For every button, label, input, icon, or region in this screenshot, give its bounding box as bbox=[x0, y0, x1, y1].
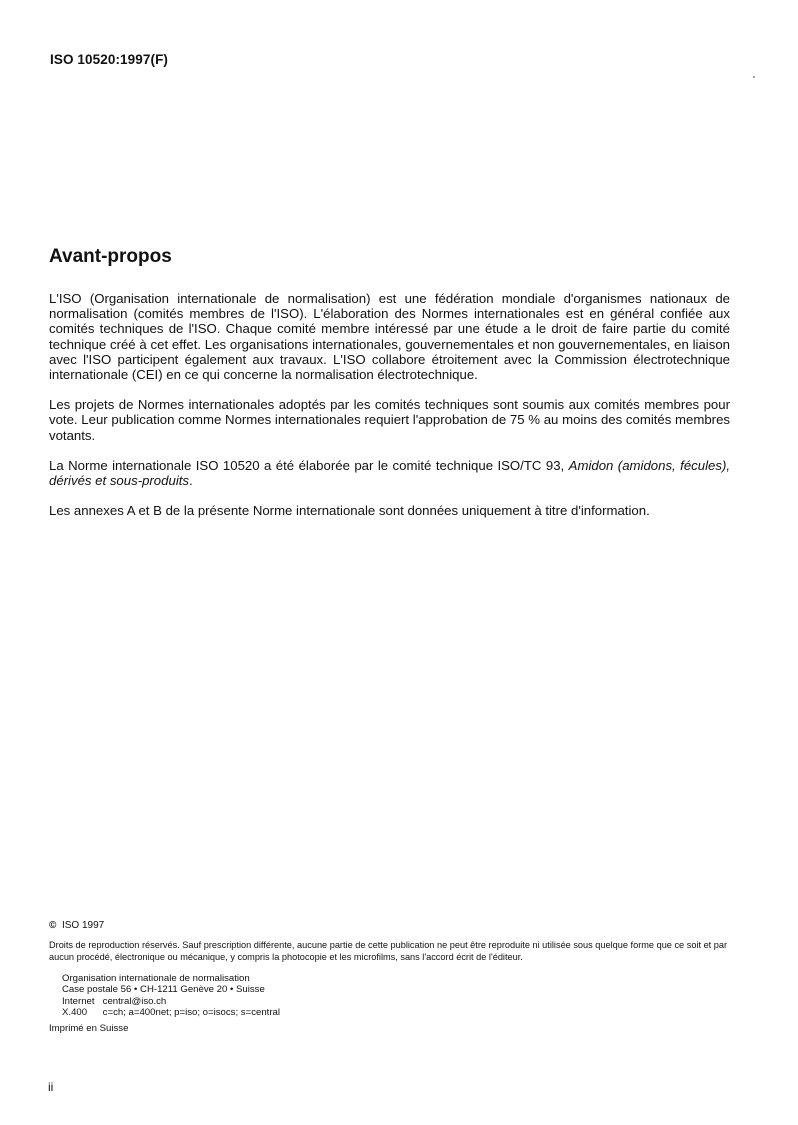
paragraph-1: L'ISO (Organisation internationale de normalisation) est une fédération mondiale d'organismes nationaux de normalisation (comités membres de l'ISO). L'élaboration des Normes internationales est en général confiée aux comités techniques de l'ISO. Chaque comité membre intéressé par une étude a le droit de faire partie du comité technique créé à cet effet. Les organisations internationales, gouvernementales et non gouvernementales, en liaison avec l'ISO participent également aux travaux. L'ISO collabore étroitement avec la Commission électrotechnique internationale (CEI) en ce qui concerne la normalisation électrotechnique. bbox=[49, 291, 730, 383]
printed-in: Imprimé en Suisse bbox=[49, 1022, 129, 1034]
copyright-icon: © bbox=[49, 920, 57, 931]
x400-label: X.400 bbox=[62, 1007, 88, 1019]
copyright-block bbox=[49, 920, 739, 1035]
page-number: ii bbox=[48, 1080, 54, 1094]
paragraph-3-prefix: La Norme internationale ISO 10520 a été élaborée par le comité technique ISO/TC 93, bbox=[49, 457, 569, 473]
internet-label: Internet bbox=[62, 995, 95, 1007]
x400-value: c=ch; a=400net; p=iso; o=isocs; s=central bbox=[102, 1007, 281, 1019]
org-name: Organisation internationale de normalisation bbox=[62, 973, 250, 984]
paragraph-3 bbox=[49, 458, 730, 488]
paragraph-3-suffix: . bbox=[189, 473, 193, 489]
x400-line bbox=[62, 1007, 739, 1018]
internet-value: central@iso.ch bbox=[102, 995, 167, 1007]
copyright-line bbox=[49, 920, 739, 932]
paragraph-4: Les annexes A et B de la présente Norme internationale sont données uniquement à titre d'information. bbox=[49, 503, 650, 519]
copyright-text: ISO 1997 bbox=[61, 920, 105, 931]
committee-title: Amidon (amidons, fécules), dérivés et sous-produits bbox=[49, 457, 730, 489]
document-id: ISO 10520:1997(F) bbox=[50, 52, 169, 67]
rights-notice: Droits de reproduction réservés. Sauf prescription différente, aucune partie de cette publication ne peut être reproduite ni utilisée sous quelque forme que ce soit et par aucun procédé, électronique ou mécanique, y compris la photocopie et les microfilms, sans l'accord écrit de l'éditeur. bbox=[49, 940, 728, 962]
section-title: Avant-propos bbox=[49, 246, 172, 267]
scan-speck bbox=[753, 76, 755, 78]
address-block bbox=[62, 973, 739, 1019]
postal-address: Case postale 56 • CH-1211 Genève 20 • Suisse bbox=[62, 984, 265, 996]
paragraph-2: Les projets de Normes internationales adoptés par les comités techniques sont soumis aux comités membres pour vote. Leur publication comme Normes internationales requiert l'approbation de 75 % au moins des comités membres votants. bbox=[49, 397, 730, 443]
internet-line bbox=[62, 996, 739, 1007]
foreword-body bbox=[49, 291, 730, 533]
